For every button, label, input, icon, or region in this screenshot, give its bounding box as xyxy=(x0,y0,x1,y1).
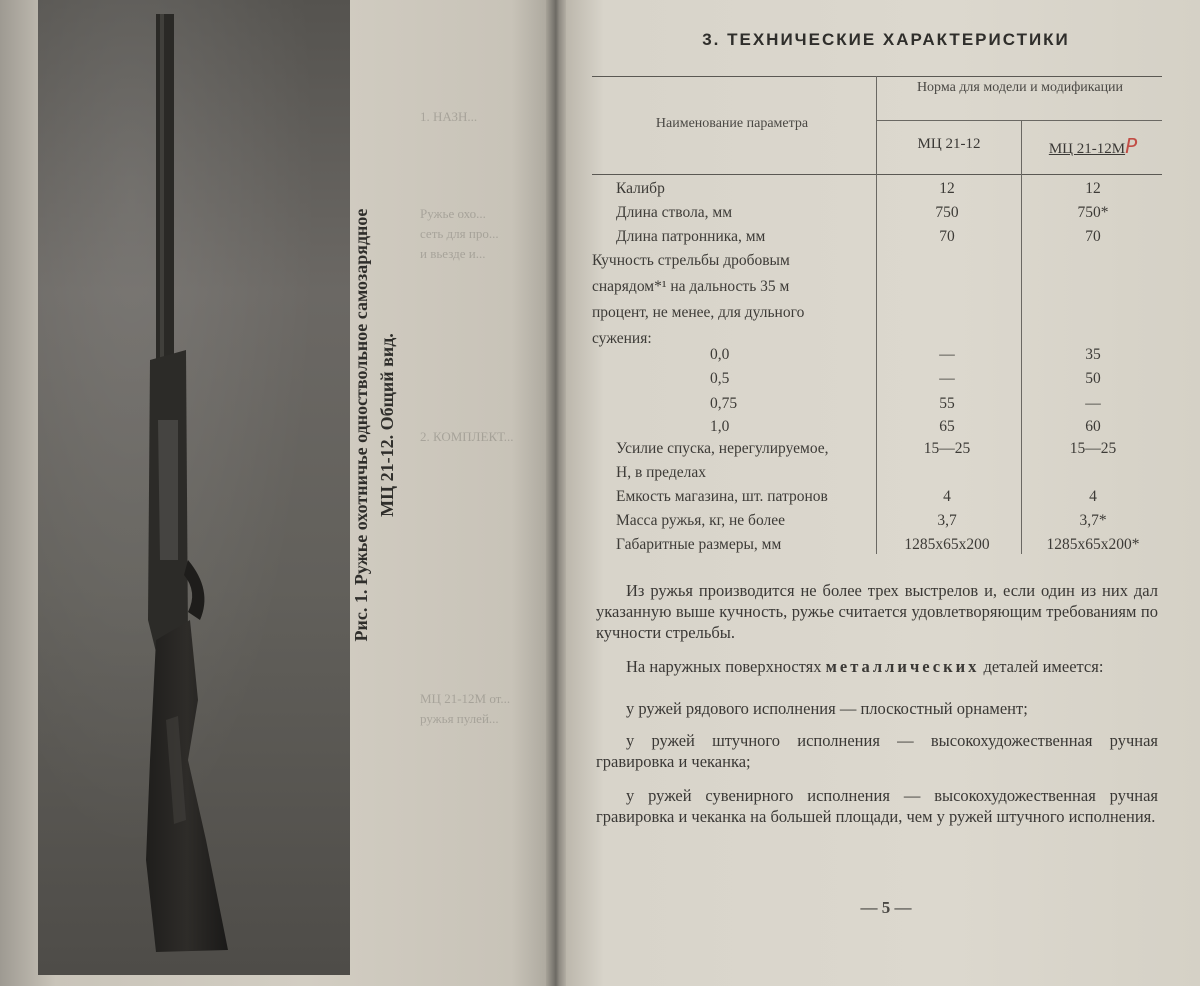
paragraph-decoration-emphasis: металлических xyxy=(825,657,980,676)
param-name: Емкость магазина, шт. патронов xyxy=(616,488,828,505)
param-name: Длина патронника, мм xyxy=(616,228,766,245)
value-m1: 3,7 xyxy=(937,512,957,529)
value-m1: 12 xyxy=(939,180,955,197)
bleed-through-text: 1. НАЗН... xyxy=(420,109,478,124)
header-parameter: Наименование параметра xyxy=(655,116,809,131)
value-m1: 15—25 xyxy=(923,440,971,457)
bleed-through-text: ружья пулей... xyxy=(420,711,499,726)
list-item: у ружей штучного исполнения — высокохудожественная ручная гравировка и чеканка; xyxy=(596,731,1158,771)
param-kuchnost-line: процент, не менее, для дульного xyxy=(592,304,805,321)
figure-caption xyxy=(348,185,420,665)
constriction-label: 0,0 xyxy=(710,346,730,363)
rifle-photo xyxy=(38,0,350,975)
paragraph-accuracy: Из ружья производится не более трех выстрелов и, если один из них дал указанную выше кучность, ружье считается удовлетворяющим требованиям по кучности стрельбы. xyxy=(596,581,1158,642)
bleed-through-text: МЦ 21-12М от... xyxy=(420,691,511,706)
value-m2: 60 xyxy=(1085,418,1101,435)
value-m2: 35 xyxy=(1085,346,1101,363)
bleed-through-text: 2. КОМПЛЕКТ... xyxy=(420,429,514,444)
value-m1: 1285х65х200 xyxy=(904,536,990,553)
param-name: Усилие спуска, нерегулируемое, xyxy=(616,440,829,457)
param-kuchnost-line: Кучность стрельбы дробовым xyxy=(592,252,790,269)
table-rule xyxy=(876,120,1162,121)
rifle-barrel xyxy=(156,14,174,360)
value-m2: 1285х65х200* xyxy=(1046,536,1140,553)
param-kuchnost-line: снарядом*¹ на дальность 35 м xyxy=(592,278,790,295)
header-model-mc21-12: МЦ 21-12 xyxy=(917,136,981,152)
value-m1: 70 xyxy=(939,228,955,245)
list-item: у ружей сувенирного исполнения — высокохудожественная ручная гравировка и чеканка на большей площади, чем у ружей штучного исполнения. xyxy=(596,786,1158,826)
header-norma: Норма для модели и модификации xyxy=(916,80,1124,95)
section-heading: 3. ТЕХНИЧЕСКИЕ ХАРАКТЕРИСТИКИ xyxy=(702,30,1070,49)
paragraph-decoration xyxy=(596,656,1158,677)
page-number: — 5 — xyxy=(860,898,912,917)
paragraph-decoration-end: деталей имеется: xyxy=(983,657,1104,676)
value-m2: 70 xyxy=(1085,228,1101,245)
constriction-label: 1,0 xyxy=(710,418,730,435)
book-gutter xyxy=(546,0,568,986)
value-m2: 750* xyxy=(1077,204,1109,221)
param-name-cont: Н, в пределах xyxy=(616,464,706,481)
value-m1: — xyxy=(939,346,955,363)
handwritten-mark: Р xyxy=(1125,134,1138,158)
figure-caption-line1: Рис. 1. Ружье охотничье одноствольное самозарядное xyxy=(351,208,371,642)
constriction-label: 0,5 xyxy=(710,370,730,387)
rifle-stock xyxy=(146,620,228,952)
value-m1: 55 xyxy=(939,395,955,412)
rifle-image xyxy=(38,0,350,975)
value-m1: — xyxy=(939,370,955,387)
table-column-divider xyxy=(1021,120,1022,554)
param-kuchnost-line: сужения: xyxy=(592,330,652,347)
value-m1: 750 xyxy=(935,204,959,221)
bleed-through-text: и вьезде и... xyxy=(420,246,486,261)
table-rule xyxy=(592,174,1162,175)
value-m2: — xyxy=(1085,395,1101,412)
right-page xyxy=(566,0,1200,986)
param-name: Калибр xyxy=(616,180,665,197)
value-m2: 50 xyxy=(1085,370,1101,387)
figure-caption-line2: МЦ 21-12. Общий вид. xyxy=(377,333,397,517)
value-m2: 4 xyxy=(1089,488,1097,505)
header-model-mc21-12m xyxy=(1024,134,1162,158)
param-kuchnost xyxy=(592,248,882,352)
bleed-through-text: сеть для про... xyxy=(420,226,499,241)
param-name: Масса ружья, кг, не более xyxy=(616,512,785,529)
left-page xyxy=(0,0,556,986)
header-model-mc21-12m-label: МЦ 21-12М xyxy=(1048,141,1126,157)
constriction-label: 0,75 xyxy=(710,395,738,412)
param-name: Длина ствола, мм xyxy=(616,204,733,221)
value-m2: 3,7* xyxy=(1079,512,1107,529)
bleed-through-text: Ружье охо... xyxy=(420,206,486,221)
paragraph-decoration-start: На наружных поверхностях xyxy=(626,657,822,676)
value-m2: 15—25 xyxy=(1069,440,1117,457)
value-m2: 12 xyxy=(1085,180,1101,197)
value-m1: 4 xyxy=(943,488,951,505)
param-name: Габаритные размеры, мм xyxy=(616,536,782,553)
value-m1: 65 xyxy=(939,418,955,435)
list-item: у ружей рядового исполнения — плоскостный орнамент; xyxy=(626,699,1028,718)
table-rule xyxy=(592,76,1162,77)
